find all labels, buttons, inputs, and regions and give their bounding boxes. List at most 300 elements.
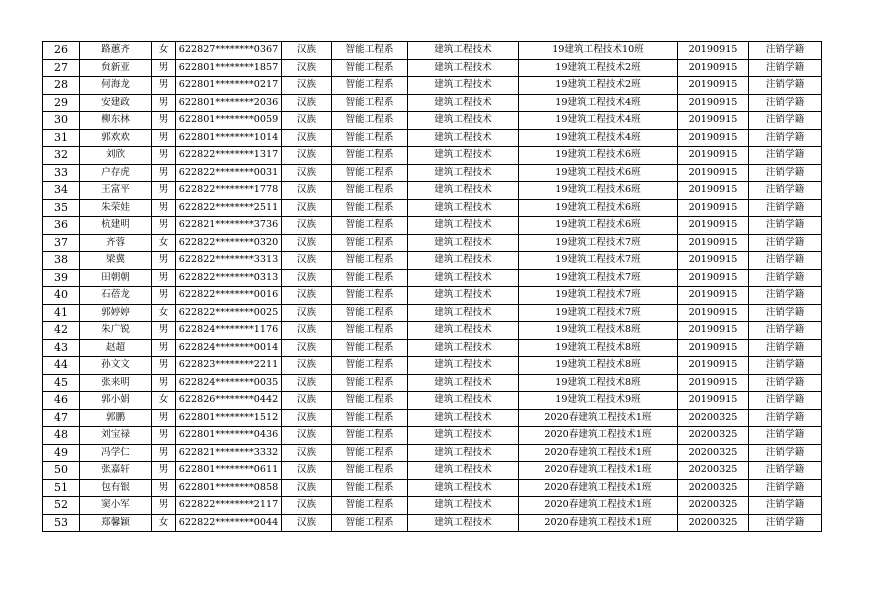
enrollment-date-cell: 20190915 [678, 339, 749, 357]
status-cell: 注销学籍 [749, 479, 822, 497]
gender-cell: 男 [152, 252, 176, 270]
class-name-cell: 19建筑工程技术4班 [519, 112, 678, 130]
id-number-cell: 622822********0320 [176, 234, 282, 252]
gender-cell: 男 [152, 217, 176, 235]
ethnicity-cell: 汉族 [282, 164, 332, 182]
class-name-cell: 19建筑工程技术6班 [519, 182, 678, 200]
row-number-cell: 52 [43, 497, 80, 515]
table-row [43, 304, 822, 322]
student-name-cell: 冯学仁 [80, 444, 152, 462]
gender-cell: 男 [152, 374, 176, 392]
student-name-cell: 朱荣娃 [80, 199, 152, 217]
table-row [43, 269, 822, 287]
status-cell: 注销学籍 [749, 497, 822, 515]
class-name-cell: 19建筑工程技术7班 [519, 234, 678, 252]
ethnicity-cell: 汉族 [282, 392, 332, 410]
gender-cell: 男 [152, 199, 176, 217]
table-row [43, 129, 822, 147]
id-number-cell: 622801********0059 [176, 112, 282, 130]
status-cell: 注销学籍 [749, 462, 822, 480]
table-row [43, 462, 822, 480]
department-cell: 智能工程系 [332, 497, 408, 515]
id-number-cell: 622801********0611 [176, 462, 282, 480]
row-number-cell: 33 [43, 164, 80, 182]
class-name-cell: 19建筑工程技术8班 [519, 357, 678, 375]
id-number-cell: 622801********1857 [176, 59, 282, 77]
gender-cell: 男 [152, 322, 176, 340]
status-cell: 注销学籍 [749, 164, 822, 182]
ethnicity-cell: 汉族 [282, 409, 332, 427]
gender-cell: 男 [152, 479, 176, 497]
student-name-cell: 刘欣 [80, 147, 152, 165]
gender-cell: 女 [152, 234, 176, 252]
department-cell: 智能工程系 [332, 514, 408, 532]
major-cell: 建筑工程技术 [408, 217, 519, 235]
class-name-cell: 2020春建筑工程技术1班 [519, 514, 678, 532]
status-cell: 注销学籍 [749, 514, 822, 532]
row-number-cell: 30 [43, 112, 80, 130]
gender-cell: 男 [152, 427, 176, 445]
ethnicity-cell: 汉族 [282, 427, 332, 445]
status-cell: 注销学籍 [749, 217, 822, 235]
row-number-cell: 32 [43, 147, 80, 165]
id-number-cell: 622823********2211 [176, 357, 282, 375]
major-cell: 建筑工程技术 [408, 77, 519, 95]
department-cell: 智能工程系 [332, 357, 408, 375]
enrollment-date-cell: 20190915 [678, 234, 749, 252]
gender-cell: 女 [152, 42, 176, 60]
enrollment-date-cell: 20190915 [678, 357, 749, 375]
table-row [43, 514, 822, 532]
table-row [43, 339, 822, 357]
student-name-cell: 郑馨颖 [80, 514, 152, 532]
status-cell: 注销学籍 [749, 147, 822, 165]
status-cell: 注销学籍 [749, 392, 822, 410]
gender-cell: 女 [152, 392, 176, 410]
table-row [43, 427, 822, 445]
ethnicity-cell: 汉族 [282, 444, 332, 462]
student-name-cell: 郭欢欢 [80, 129, 152, 147]
row-number-cell: 42 [43, 322, 80, 340]
department-cell: 智能工程系 [332, 59, 408, 77]
gender-cell: 男 [152, 112, 176, 130]
status-cell: 注销学籍 [749, 252, 822, 270]
row-number-cell: 35 [43, 199, 80, 217]
id-number-cell: 622822********0044 [176, 514, 282, 532]
id-number-cell: 622822********0031 [176, 164, 282, 182]
ethnicity-cell: 汉族 [282, 234, 332, 252]
gender-cell: 男 [152, 409, 176, 427]
gender-cell: 男 [152, 497, 176, 515]
enrollment-date-cell: 20200325 [678, 462, 749, 480]
status-cell: 注销学籍 [749, 444, 822, 462]
enrollment-date-cell: 20190915 [678, 59, 749, 77]
student-name-cell: 梁冀 [80, 252, 152, 270]
gender-cell: 男 [152, 94, 176, 112]
id-number-cell: 622801********1512 [176, 409, 282, 427]
status-cell: 注销学籍 [749, 357, 822, 375]
class-name-cell: 19建筑工程技术8班 [519, 374, 678, 392]
id-number-cell: 622822********0016 [176, 287, 282, 305]
table-body [43, 42, 822, 532]
enrollment-date-cell: 20200325 [678, 514, 749, 532]
major-cell: 建筑工程技术 [408, 94, 519, 112]
enrollment-date-cell: 20190915 [678, 374, 749, 392]
student-name-cell: 齐蓉 [80, 234, 152, 252]
class-name-cell: 19建筑工程技术6班 [519, 199, 678, 217]
major-cell: 建筑工程技术 [408, 462, 519, 480]
enrollment-date-cell: 20190915 [678, 287, 749, 305]
major-cell: 建筑工程技术 [408, 147, 519, 165]
enrollment-date-cell: 20190915 [678, 164, 749, 182]
ethnicity-cell: 汉族 [282, 269, 332, 287]
id-number-cell: 622822********3313 [176, 252, 282, 270]
class-name-cell: 2020春建筑工程技术1班 [519, 479, 678, 497]
student-name-cell: 石蓓龙 [80, 287, 152, 305]
ethnicity-cell: 汉族 [282, 147, 332, 165]
student-name-cell: 窦小军 [80, 497, 152, 515]
status-cell: 注销学籍 [749, 234, 822, 252]
department-cell: 智能工程系 [332, 304, 408, 322]
id-number-cell: 622822********0025 [176, 304, 282, 322]
id-number-cell: 622801********2036 [176, 94, 282, 112]
table-row [43, 164, 822, 182]
table-row [43, 392, 822, 410]
enrollment-date-cell: 20190915 [678, 304, 749, 322]
table-row [43, 94, 822, 112]
class-name-cell: 19建筑工程技术8班 [519, 339, 678, 357]
enrollment-date-cell: 20200325 [678, 497, 749, 515]
status-cell: 注销学籍 [749, 409, 822, 427]
row-number-cell: 29 [43, 94, 80, 112]
student-name-cell: 包有银 [80, 479, 152, 497]
status-cell: 注销学籍 [749, 427, 822, 445]
status-cell: 注销学籍 [749, 374, 822, 392]
ethnicity-cell: 汉族 [282, 94, 332, 112]
department-cell: 智能工程系 [332, 269, 408, 287]
table-row [43, 374, 822, 392]
row-number-cell: 27 [43, 59, 80, 77]
row-number-cell: 34 [43, 182, 80, 200]
gender-cell: 男 [152, 444, 176, 462]
enrollment-date-cell: 20190915 [678, 252, 749, 270]
student-name-cell: 张嘉轩 [80, 462, 152, 480]
id-number-cell: 622824********1176 [176, 322, 282, 340]
department-cell: 智能工程系 [332, 129, 408, 147]
table-row [43, 252, 822, 270]
gender-cell: 男 [152, 357, 176, 375]
major-cell: 建筑工程技术 [408, 339, 519, 357]
student-name-cell: 何海龙 [80, 77, 152, 95]
status-cell: 注销学籍 [749, 287, 822, 305]
major-cell: 建筑工程技术 [408, 287, 519, 305]
student-name-cell: 贠新亚 [80, 59, 152, 77]
department-cell: 智能工程系 [332, 77, 408, 95]
student-name-cell: 户存虎 [80, 164, 152, 182]
enrollment-date-cell: 20190915 [678, 269, 749, 287]
class-name-cell: 2020春建筑工程技术1班 [519, 409, 678, 427]
gender-cell: 男 [152, 269, 176, 287]
major-cell: 建筑工程技术 [408, 392, 519, 410]
student-name-cell: 田朝朝 [80, 269, 152, 287]
class-name-cell: 19建筑工程技术7班 [519, 304, 678, 322]
status-cell: 注销学籍 [749, 269, 822, 287]
ethnicity-cell: 汉族 [282, 42, 332, 60]
table-row [43, 479, 822, 497]
gender-cell: 男 [152, 462, 176, 480]
department-cell: 智能工程系 [332, 147, 408, 165]
department-cell: 智能工程系 [332, 287, 408, 305]
id-number-cell: 622824********0035 [176, 374, 282, 392]
enrollment-date-cell: 20190915 [678, 217, 749, 235]
student-name-cell: 王富平 [80, 182, 152, 200]
major-cell: 建筑工程技术 [408, 182, 519, 200]
gender-cell: 男 [152, 129, 176, 147]
id-number-cell: 622822********0313 [176, 269, 282, 287]
class-name-cell: 19建筑工程技术2班 [519, 77, 678, 95]
major-cell: 建筑工程技术 [408, 234, 519, 252]
ethnicity-cell: 汉族 [282, 462, 332, 480]
department-cell: 智能工程系 [332, 234, 408, 252]
status-cell: 注销学籍 [749, 94, 822, 112]
student-name-cell: 赵超 [80, 339, 152, 357]
class-name-cell: 2020春建筑工程技术1班 [519, 427, 678, 445]
enrollment-date-cell: 20190915 [678, 112, 749, 130]
student-name-cell: 郭婷婷 [80, 304, 152, 322]
table-row [43, 409, 822, 427]
row-number-cell: 45 [43, 374, 80, 392]
status-cell: 注销学籍 [749, 112, 822, 130]
status-cell: 注销学籍 [749, 77, 822, 95]
major-cell: 建筑工程技术 [408, 112, 519, 130]
gender-cell: 男 [152, 287, 176, 305]
status-cell: 注销学籍 [749, 129, 822, 147]
ethnicity-cell: 汉族 [282, 339, 332, 357]
enrollment-date-cell: 20190915 [678, 147, 749, 165]
department-cell: 智能工程系 [332, 462, 408, 480]
class-name-cell: 2020春建筑工程技术1班 [519, 462, 678, 480]
class-name-cell: 19建筑工程技术8班 [519, 322, 678, 340]
enrollment-date-cell: 20190915 [678, 77, 749, 95]
department-cell: 智能工程系 [332, 94, 408, 112]
student-name-cell: 安建政 [80, 94, 152, 112]
table-row [43, 147, 822, 165]
table-row [43, 42, 822, 60]
department-cell: 智能工程系 [332, 322, 408, 340]
id-number-cell: 622801********0858 [176, 479, 282, 497]
gender-cell: 男 [152, 182, 176, 200]
table-row [43, 287, 822, 305]
row-number-cell: 53 [43, 514, 80, 532]
id-number-cell: 622822********1317 [176, 147, 282, 165]
enrollment-date-cell: 20200325 [678, 444, 749, 462]
id-number-cell: 622801********0436 [176, 427, 282, 445]
enrollment-date-cell: 20190915 [678, 94, 749, 112]
major-cell: 建筑工程技术 [408, 42, 519, 60]
ethnicity-cell: 汉族 [282, 497, 332, 515]
row-number-cell: 51 [43, 479, 80, 497]
major-cell: 建筑工程技术 [408, 252, 519, 270]
ethnicity-cell: 汉族 [282, 514, 332, 532]
ethnicity-cell: 汉族 [282, 322, 332, 340]
class-name-cell: 19建筑工程技术4班 [519, 94, 678, 112]
student-name-cell: 郭鹏 [80, 409, 152, 427]
class-name-cell: 19建筑工程技术6班 [519, 147, 678, 165]
department-cell: 智能工程系 [332, 444, 408, 462]
enrollment-date-cell: 20190915 [678, 129, 749, 147]
major-cell: 建筑工程技术 [408, 444, 519, 462]
enrollment-date-cell: 20200325 [678, 427, 749, 445]
enrollment-date-cell: 20190915 [678, 182, 749, 200]
row-number-cell: 43 [43, 339, 80, 357]
ethnicity-cell: 汉族 [282, 252, 332, 270]
enrollment-date-cell: 20200325 [678, 479, 749, 497]
gender-cell: 女 [152, 514, 176, 532]
department-cell: 智能工程系 [332, 392, 408, 410]
major-cell: 建筑工程技术 [408, 374, 519, 392]
status-cell: 注销学籍 [749, 59, 822, 77]
ethnicity-cell: 汉族 [282, 129, 332, 147]
table-row [43, 199, 822, 217]
status-cell: 注销学籍 [749, 182, 822, 200]
ethnicity-cell: 汉族 [282, 77, 332, 95]
student-name-cell: 杭建明 [80, 217, 152, 235]
table-row [43, 112, 822, 130]
row-number-cell: 31 [43, 129, 80, 147]
enrollment-date-cell: 20190915 [678, 199, 749, 217]
ethnicity-cell: 汉族 [282, 374, 332, 392]
major-cell: 建筑工程技术 [408, 164, 519, 182]
major-cell: 建筑工程技术 [408, 59, 519, 77]
department-cell: 智能工程系 [332, 479, 408, 497]
id-number-cell: 622822********2117 [176, 497, 282, 515]
id-number-cell: 622827********0367 [176, 42, 282, 60]
gender-cell: 男 [152, 339, 176, 357]
student-name-cell: 路蕙齐 [80, 42, 152, 60]
ethnicity-cell: 汉族 [282, 479, 332, 497]
table-row [43, 497, 822, 515]
major-cell: 建筑工程技术 [408, 322, 519, 340]
major-cell: 建筑工程技术 [408, 409, 519, 427]
table-row [43, 357, 822, 375]
row-number-cell: 40 [43, 287, 80, 305]
row-number-cell: 48 [43, 427, 80, 445]
department-cell: 智能工程系 [332, 199, 408, 217]
student-name-cell: 刘宝禄 [80, 427, 152, 445]
row-number-cell: 39 [43, 269, 80, 287]
status-cell: 注销学籍 [749, 199, 822, 217]
row-number-cell: 26 [43, 42, 80, 60]
department-cell: 智能工程系 [332, 409, 408, 427]
row-number-cell: 47 [43, 409, 80, 427]
gender-cell: 男 [152, 59, 176, 77]
row-number-cell: 49 [43, 444, 80, 462]
department-cell: 智能工程系 [332, 252, 408, 270]
ethnicity-cell: 汉族 [282, 182, 332, 200]
ethnicity-cell: 汉族 [282, 357, 332, 375]
student-name-cell: 朱广锐 [80, 322, 152, 340]
class-name-cell: 19建筑工程技术7班 [519, 252, 678, 270]
class-name-cell: 19建筑工程技术6班 [519, 164, 678, 182]
row-number-cell: 41 [43, 304, 80, 322]
table-row [43, 444, 822, 462]
class-name-cell: 2020春建筑工程技术1班 [519, 497, 678, 515]
major-cell: 建筑工程技术 [408, 129, 519, 147]
enrollment-date-cell: 20190915 [678, 42, 749, 60]
id-number-cell: 622821********3736 [176, 217, 282, 235]
department-cell: 智能工程系 [332, 182, 408, 200]
id-number-cell: 622821********3332 [176, 444, 282, 462]
major-cell: 建筑工程技术 [408, 357, 519, 375]
enrollment-date-cell: 20200325 [678, 409, 749, 427]
status-cell: 注销学籍 [749, 339, 822, 357]
class-name-cell: 19建筑工程技术4班 [519, 129, 678, 147]
gender-cell: 男 [152, 147, 176, 165]
table-row [43, 234, 822, 252]
major-cell: 建筑工程技术 [408, 427, 519, 445]
id-number-cell: 622826********0442 [176, 392, 282, 410]
row-number-cell: 44 [43, 357, 80, 375]
department-cell: 智能工程系 [332, 217, 408, 235]
department-cell: 智能工程系 [332, 42, 408, 60]
row-number-cell: 50 [43, 462, 80, 480]
class-name-cell: 2020春建筑工程技术1班 [519, 444, 678, 462]
id-number-cell: 622801********0217 [176, 77, 282, 95]
id-number-cell: 622822********1778 [176, 182, 282, 200]
row-number-cell: 38 [43, 252, 80, 270]
department-cell: 智能工程系 [332, 164, 408, 182]
id-number-cell: 622824********0014 [176, 339, 282, 357]
student-status-table [42, 41, 822, 532]
ethnicity-cell: 汉族 [282, 199, 332, 217]
class-name-cell: 19建筑工程技术10班 [519, 42, 678, 60]
id-number-cell: 622822********2511 [176, 199, 282, 217]
department-cell: 智能工程系 [332, 339, 408, 357]
ethnicity-cell: 汉族 [282, 59, 332, 77]
major-cell: 建筑工程技术 [408, 304, 519, 322]
id-number-cell: 622801********1014 [176, 129, 282, 147]
major-cell: 建筑工程技术 [408, 269, 519, 287]
status-cell: 注销学籍 [749, 304, 822, 322]
major-cell: 建筑工程技术 [408, 199, 519, 217]
row-number-cell: 28 [43, 77, 80, 95]
status-cell: 注销学籍 [749, 322, 822, 340]
table-row [43, 182, 822, 200]
table-row [43, 77, 822, 95]
student-name-cell: 郭小娟 [80, 392, 152, 410]
ethnicity-cell: 汉族 [282, 304, 332, 322]
gender-cell: 女 [152, 304, 176, 322]
major-cell: 建筑工程技术 [408, 479, 519, 497]
table-row [43, 217, 822, 235]
student-name-cell: 张来明 [80, 374, 152, 392]
enrollment-date-cell: 20190915 [678, 392, 749, 410]
gender-cell: 男 [152, 77, 176, 95]
department-cell: 智能工程系 [332, 112, 408, 130]
row-number-cell: 36 [43, 217, 80, 235]
status-cell: 注销学籍 [749, 42, 822, 60]
table-row [43, 322, 822, 340]
ethnicity-cell: 汉族 [282, 217, 332, 235]
student-name-cell: 孙文文 [80, 357, 152, 375]
class-name-cell: 19建筑工程技术6班 [519, 217, 678, 235]
enrollment-date-cell: 20190915 [678, 322, 749, 340]
ethnicity-cell: 汉族 [282, 112, 332, 130]
department-cell: 智能工程系 [332, 427, 408, 445]
class-name-cell: 19建筑工程技术7班 [519, 269, 678, 287]
table-row [43, 59, 822, 77]
class-name-cell: 19建筑工程技术9班 [519, 392, 678, 410]
